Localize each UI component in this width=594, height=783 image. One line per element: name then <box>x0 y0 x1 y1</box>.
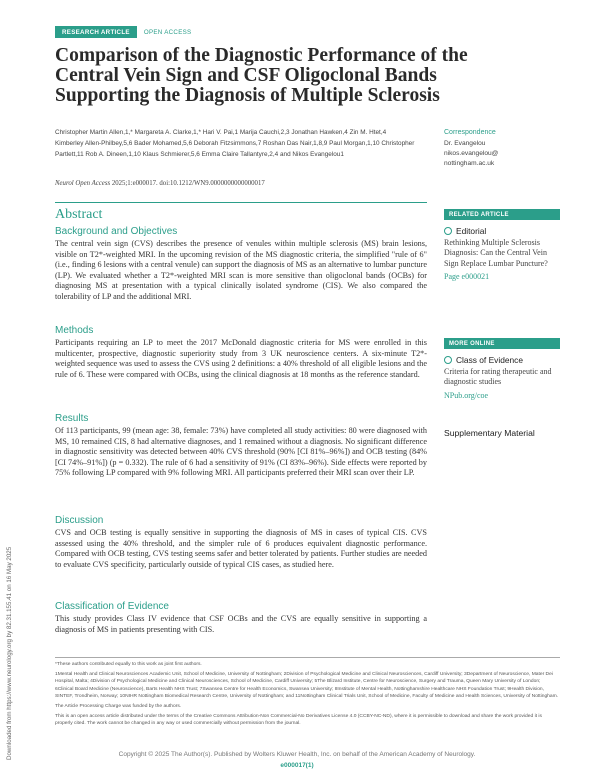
article-title: Comparison of the Diagnostic Performance of the Central Vein Sign and CSF Oligoclonal Bands Supporting the Diagnosis of Multiple Sclerosis <box>55 45 468 106</box>
background-heading: Background and Objectives <box>55 226 178 237</box>
more-online-banner: MORE ONLINE <box>444 338 560 349</box>
citation-details[interactable]: 2025;1:e000017. doi:10.1212/WN9.0000000000000017 <box>110 180 265 187</box>
class-of-evidence-row <box>444 355 560 365</box>
background-text: The central vein sign (CVS) describes the presence of venules within multiple sclerosis (MS) brain lesions, visible on T2*-weighted MRI. In the upcoming revision of the MS diagnostic criteria, the simplified "rule of 6" (i.e., finding 6 lesions with a central venule) can support the diagnosis of MS as an alternative to lumbar puncture (LP). We evaluated whether a T2*-weighted MRI scan is more sensitive than oligoclonal bands (OCBs) for diagnosing MS at presentation with a typical clinically isolated syndrome (CIS). We also compared the tolerability of LP and the additional MRI. <box>55 239 427 301</box>
open-access-label: OPEN ACCESS <box>143 28 192 36</box>
related-article-block <box>444 209 560 281</box>
supplementary-material-link[interactable]: Supplementary Material <box>444 428 535 438</box>
copyright-line: Copyright © 2025 The Author(s). Published by Wolters Kluwer Health, Inc. on behalf of the American Academy of Neurology. <box>118 751 476 758</box>
more-online-block <box>444 338 560 400</box>
correspondence-block <box>444 128 554 169</box>
circle-bullet-icon <box>444 356 452 364</box>
discussion-heading: Discussion <box>55 515 104 526</box>
editorial-page-link[interactable]: Page e000021 <box>444 271 490 281</box>
class-of-evidence-text: Criteria for rating therapeutic and diagnostic studies <box>444 367 552 387</box>
related-article-banner: RELATED ARTICLE <box>444 209 560 220</box>
footnote-funding: The Article Processing Charge was funded by the authors. <box>55 704 182 710</box>
correspondence-label: Correspondence <box>444 129 496 136</box>
download-text: Downloaded from https://www.neurology.org by 82.31.155.41 on 16 May 2025 <box>6 546 13 760</box>
footnote-license: This is an open access article distributed under the terms of the Creative Commons Attribution-Non Commercial-No Derivatives License 4.0 (CCBY-NC-ND), where it is permissible to download and share the work provided it is properly cited. The work cannot be changed in any way or used commercially without permission from the journal. <box>55 714 542 727</box>
discussion-text: CVS and OCB testing is equally sensitive in supporting the diagnosis of MS in cases of typical CIS. CVS assessed using the 40% threshold, and the simpler rule of 6 produces equivalent diagnostic performance. Compared with OCB testing, CVS testing seems safer and better tolerated by patients. Further studies are needed to evaluate CVS specificity, particularly outside of typical CIS cases, as studied here. <box>55 528 427 569</box>
abstract-heading: Abstract <box>55 202 427 223</box>
article-tags <box>55 26 199 38</box>
correspondence-email-1[interactable]: nikos.evangelou@ <box>444 150 499 157</box>
class-of-evidence-link[interactable]: NPub.org/coe <box>444 390 489 400</box>
page-number: e000017(1) <box>280 762 314 769</box>
author-list: Christopher Martin Allen,1,* Margareta A. Clarke,1,* Hari V. Pai,1 Marija Cauchi,2,3 Jonathan Hawken,4 Zin M. Htet,4 Kimberley Allen-Philbey,5,6 Bader Mohamed,5,6 Deborah Fitzsimmons,7 Roshan Das Nair,1,8,9 Paul Morgan,1,10 Christopher Partlett,11 Rob A. Dineen,1,10 Klaus Schmierer,5,6 Emma Claire Tallantyre,2,4 and Nikos Evangelou1 <box>55 129 415 158</box>
correspondence-name: Dr. Evangelou <box>444 140 486 147</box>
download-watermark <box>6 430 18 760</box>
footnote-equal-contribution: *These authors contributed equally to this work as joint first authors. <box>55 662 202 667</box>
class-of-evidence-label: Class of Evidence <box>456 355 524 365</box>
methods-heading: Methods <box>55 325 94 336</box>
classification-heading: Classification of Evidence <box>55 601 169 612</box>
methods-text: Participants requiring an LP to meet the 2017 McDonald diagnostic criteria for MS were enrolled in this multicenter, prospective, diagnostic superiority study from 3 UK neuroscience centers. A six-minute T2*-weighted sequence was used to assess the CVS using 2 definitions: a 40% threshold of all eligible lesions and the rule of 6. These were compared with OCBs, using the clinical diagnosis at 18 months as the reference standard. <box>55 338 427 379</box>
classification-text: This study provides Class IV evidence that CSF OCBs and the CVS are equally sensitive in supporting a diagnosis of MS in patients presenting with CIS. <box>55 614 427 634</box>
editorial-title[interactable]: Rethinking Multiple Sclerosis Diagnosis: Can the Central Vein Sign Replace Lumbar Puncture? <box>444 238 548 268</box>
journal-name: Neurol Open Access <box>55 180 111 187</box>
citation-line <box>55 180 415 187</box>
footnotes <box>55 657 560 731</box>
article-type-badge: RESEARCH ARTICLE <box>55 26 137 38</box>
footnote-affiliations: 1Mental Health and Clinical Neurosciences Academic Unit, School of Medicine, University of Nottingham; 2Division of Psychological Medicine and Clinical Neurosciences, Cardiff University; 3Department of Neuroscience, Mater Dei Hospital, Malta; 4Division of Psychological Medicine and Clinical Neurosciences, School of Medicine, Cardiff University; 5The Blizard Institute, Centre for Neuroscience, Surgery and Trauma, Queen Mary University of London; 6Clinical Board Medicine (Neuroscience), Barts Health NHS Trust; 7Swansea Centre for Health Economics, Swansea University; 8Institute of Mental Health, Nottinghamshire Healthcare NHS Foundation Trust; 9Health Division, SINTEF, Trondheim, Norway; 10NIHR Nottingham Biomedical Research Centre, University of Nottingham; and 11Nottingham Clinical Trials Unit, School of Medicine, Faculty of Medicine and Health Sciences, University of Nottingham. <box>55 672 559 699</box>
results-heading: Results <box>55 413 89 424</box>
results-text: Of 113 participants, 99 (mean age: 38, female: 73%) have completed all study activities: 80 were diagnosed with MS, 10 remained CIS, 8 had alternative diagnoses, and 1 remained without a diagnosis. No significant difference in diagnostic sensitivity was detected between 40% CVS threshold (90% [CI 81%–96%]) and OCB testing (84% [CI 74%–91%]) (p = 0.332). The rule of 6 had a sensitivity of 91% (CI 83%–96%). Side effects were reported by 75% following LP compared with 9% following MRI. All participants preferred their MRI scan over their LP. <box>55 426 427 477</box>
editorial-label: Editorial <box>456 226 487 236</box>
circle-bullet-icon <box>444 227 452 235</box>
correspondence-email-2[interactable]: nottingham.ac.uk <box>444 160 495 167</box>
editorial-row <box>444 226 560 236</box>
